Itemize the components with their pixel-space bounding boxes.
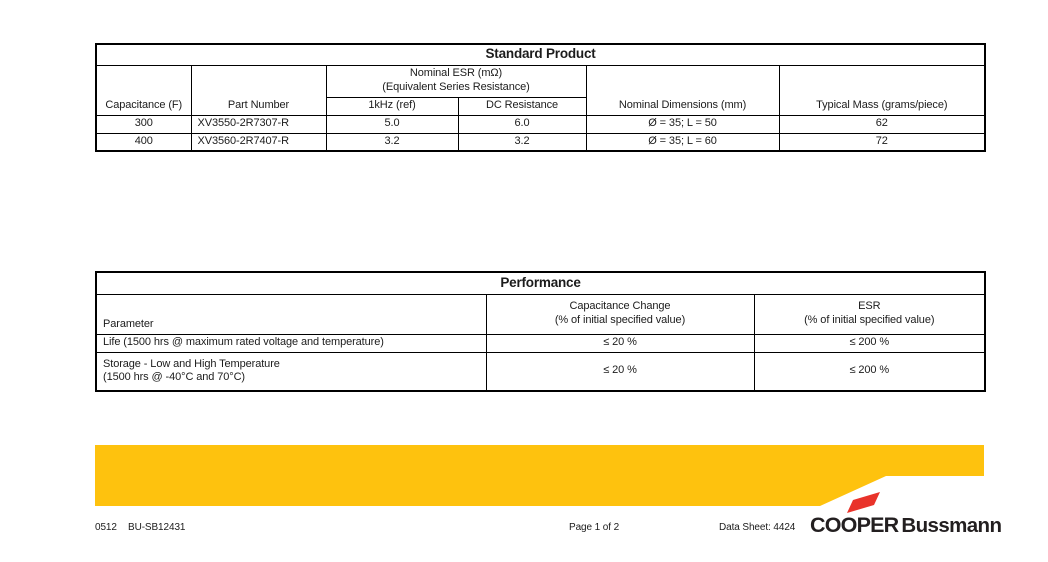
cell-dc-resistance: 6.0 <box>458 115 586 133</box>
cap-change-line2: (% of initial specified value) <box>554 314 686 326</box>
cell-part-number: XV3550-2R7307-R <box>191 115 326 133</box>
cell-dc-resistance: 3.2 <box>458 133 586 151</box>
column-header-parameter: Parameter <box>96 294 486 334</box>
performance-table <box>95 271 986 392</box>
cell-esr: ≤ 200 % <box>754 334 985 352</box>
standard-product-table <box>95 43 986 152</box>
cell-mass: 72 <box>779 133 985 151</box>
cell-esr: ≤ 200 % <box>754 352 985 391</box>
column-header-esr <box>754 294 985 334</box>
footer-datasheet-number: Data Sheet: 4424 <box>719 522 796 533</box>
cell-part-number: XV3560-2R7407-R <box>191 133 326 151</box>
esr-group-line2: (Equivalent Series Resistance) <box>382 81 530 93</box>
cooper-logo-red-flag-icon <box>845 489 883 515</box>
table-row <box>96 115 985 133</box>
table-row <box>96 352 985 391</box>
column-header-dc-resistance: DC Resistance <box>458 97 586 115</box>
column-header-1khz: 1kHz (ref) <box>326 97 458 115</box>
cell-1khz: 3.2 <box>326 133 458 151</box>
parameter-line2: (1500 hrs @ -40°C and 70°C) <box>103 371 245 384</box>
column-header-part-number: Part Number <box>191 65 326 115</box>
cell-parameter <box>96 352 486 391</box>
cell-parameter: Life (1500 hrs @ maximum rated voltage and temperature) <box>96 334 486 352</box>
esr-group-line1: Nominal ESR (mΩ) <box>409 67 503 80</box>
standard-product-title: Standard Product <box>96 44 985 65</box>
performance-title: Performance <box>96 272 985 294</box>
parameter-line1: Storage - Low and High Temperature <box>103 357 280 370</box>
esr-line2: (% of initial specified value) <box>804 314 935 326</box>
cell-capacitance: 300 <box>96 115 191 133</box>
table-row <box>96 334 985 352</box>
footer-code: 0512 <box>95 522 117 533</box>
footer-doc-number: BU-SB12431 <box>128 522 186 533</box>
esr-line1: ESR <box>858 300 881 313</box>
page-footer <box>0 522 1048 536</box>
cell-cap-change: ≤ 20 % <box>486 352 754 391</box>
footer-page-number: Page 1 of 2 <box>569 522 620 533</box>
cell-cap-change: ≤ 20 % <box>486 334 754 352</box>
table-row <box>96 133 985 151</box>
cell-capacitance: 400 <box>96 133 191 151</box>
column-header-dimensions: Nominal Dimensions (mm) <box>586 65 779 115</box>
cell-dimensions: Ø = 35; L = 50 <box>586 115 779 133</box>
cell-dimensions: Ø = 35; L = 60 <box>586 133 779 151</box>
column-header-cap-change <box>486 294 754 334</box>
cell-1khz: 5.0 <box>326 115 458 133</box>
cell-mass: 62 <box>779 115 985 133</box>
column-header-esr-group <box>326 65 586 97</box>
bussmann-wordmark: Bussmann <box>901 514 1002 537</box>
cooper-wordmark-bold: COOPER <box>810 513 899 537</box>
cap-change-line1: Capacitance Change <box>569 300 671 313</box>
column-header-capacitance: Capacitance (F) <box>96 65 191 115</box>
column-header-mass: Typical Mass (grams/piece) <box>779 65 985 115</box>
